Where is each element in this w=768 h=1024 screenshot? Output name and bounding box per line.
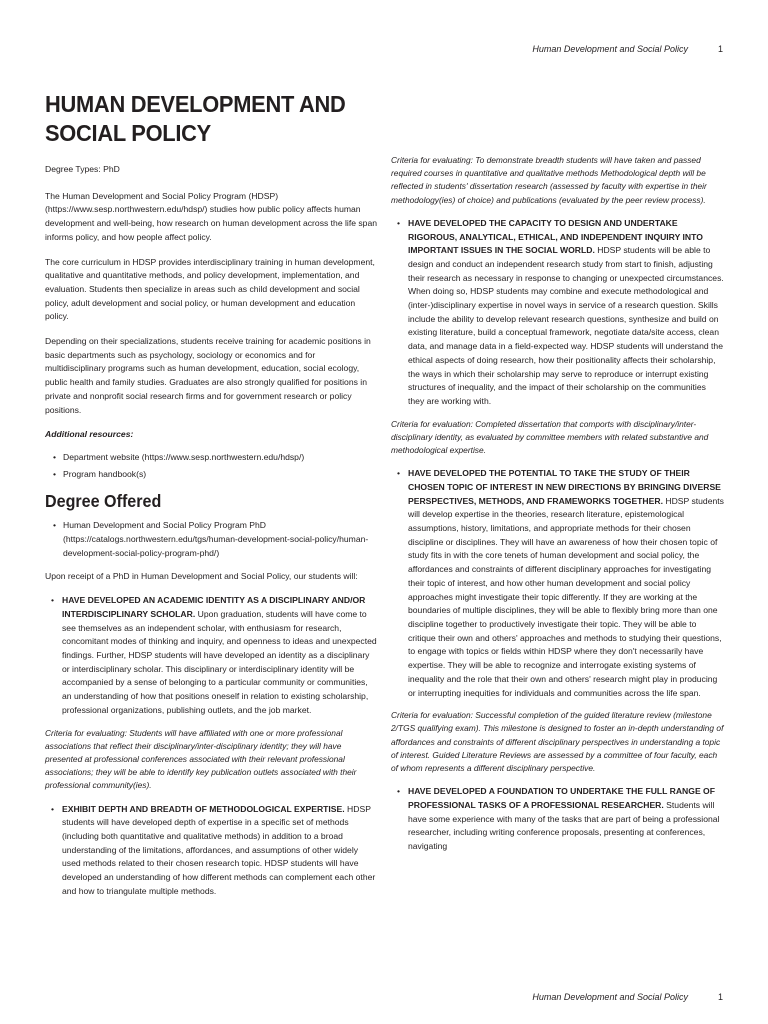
outcome-heading: HAVE DEVELOPED AN ACADEMIC IDENTITY AS A DISCIPLINARY AND/OR INTERDISCIPLINARY SCHOLAR. — [62, 595, 366, 619]
degree-link-phd[interactable]: • Human Development and Social Policy Program PhD (https://catalogs.northwestern.edu/tgs/human-development-social-policy/human-development-social-policy-program-phd/) — [45, 519, 377, 560]
additional-resources-heading: Additional resources: — [45, 429, 134, 440]
outcomes-list — [391, 217, 724, 409]
outcomes-list — [45, 803, 377, 899]
outcomes-list — [391, 467, 724, 700]
resource-link-program-handbook[interactable]: • Program handbook(s) — [45, 468, 377, 482]
degree-list — [45, 519, 377, 560]
left-column — [45, 90, 377, 898]
resources-list — [45, 451, 377, 481]
outcome-item — [391, 217, 724, 409]
header-title: Human Development and Social Policy — [532, 44, 688, 54]
outcomes-list — [391, 785, 724, 854]
outcome-body: HDSP students will be able to design and conduct an independent research study from start to finish, adjusting their research as necessary in response to changing or unexpected circumstances. When doing so, HDSP students may combine and execute methodological and (inter-)disciplinary expertise in novel ways in service of a research question. Skills include the ability to develop relevant research questions, synthesize and build on existing literature, build a conceptual framework, negotiate data/site access, clean data, and manage data in a field-expected way. HDSP students will understand the ethical aspects of doing research, how their positionality affects their scholarship, the ways in which their scholarship may serve to reproduce or interrupt existing structures of inequality, and the impact of their scholarship on the communities they are working with. — [408, 245, 724, 406]
criteria-text: Criteria for evaluating: Students will have affiliated with one or more professional associations that reflect their disciplinary/inter-disciplinary identity; they will have presented at professional conferences associated with their relevant professional associations; they will be able to identify key publication outlets associated with their professional community(ies). — [45, 727, 357, 791]
outcome-heading: EXHIBIT DEPTH AND BREADTH OF METHODOLOGICAL EXPERTISE. — [62, 803, 345, 814]
criteria-text: Criteria for evaluation: Successful completion of the guided literature review (milestone 2/TGS qualifying exam). This milestone is designed to foster an in-depth understanding of affordances and constraints of different disciplinary perspectives in understanding a topic of interest. Guided Literature Reviews are assessed by a committee of four faculty, each of whom represents a different disciplinary perspective. — [391, 710, 724, 774]
intro-paragraph: The core curriculum in HDSP provides interdisciplinary training in human development, qualitative and quantitative methods, and policy development, implementation, and evaluation. Students then specialize in areas such as child development and social policy, adult development and social policy, or human development and education policy. — [45, 256, 375, 322]
resource-link-department-website[interactable]: • Department website (https://www.sesp.northwestern.edu/hdsp/) — [45, 451, 377, 465]
criteria-text: Criteria for evaluating: To demonstrate breadth students will have taken and passed required courses in quantitative and qualitative methods Methodological depth will be reflected in students' dissertation research (assessed by faculty with expertise in their methodology(ies) of choice) and publications (evaluated by the peer review process). — [391, 155, 707, 205]
outcome-body: HDSP students will develop expertise in the theories, research literature, epistemological assumptions, history, limitations, and appropriate methods for their chosen discipline or disciplines. They will have an awareness of how their chosen topic of study fits in with the core tenets of human development and social policy, the affordances and constraints of different disciplinary approaches for investigating their topic of interest, and how other human development and social policy approaches might investigate their topic differently. If they are working at the boundaries of multiple disciplines, they will be able to flexibly bring more than one discipline together to productively investigate their topic. They will be able to critique their own and others' approaches and methods to studying their questions, to engage with topics or fields within HDSP where they don't necessarily have expertise. They will be able to recognize and interrogate existing systems of inequality and the role that their own and others' research might play in producing or interrupting inequities for individuals and communities across the life span. — [408, 495, 724, 698]
criteria-text: Criteria for evaluation: Completed dissertation that comports with disciplinary/inter-disciplinary identity, as evaluated by committee members with related substantive and methodological expertise. — [391, 418, 709, 456]
upon-receipt-text: Upon receipt of a PhD in Human Development and Social Policy, our students will: — [45, 571, 358, 582]
outcome-item — [45, 803, 377, 899]
outcome-item — [391, 467, 724, 700]
outcome-item — [391, 785, 724, 854]
outcome-heading: HAVE DEVELOPED THE CAPACITY TO DESIGN AND UNDERTAKE RIGOROUS, ANALYTICAL, ETHICAL, AND INDEPENDENT INQUIRY INTO IMPORTANT ISSUES IN THE SOCIAL WORLD. — [408, 217, 703, 256]
degree-offered-heading: Degree Offered — [45, 491, 162, 512]
outcomes-list — [45, 594, 377, 717]
header-page-number: 1 — [717, 44, 723, 54]
footer-title: Human Development and Social Policy — [532, 992, 688, 1002]
outcome-body: HDSP students will have developed depth of expertise in a specific set of methods (including both quantitative and qualitative methods) in addition to a broad understanding of the limitations, affordances, and assumptions of other widely used methods related to their chosen research topic. HDSP students will have developed an understanding of how different methods can complement each other and how to triangulate multiple methods. — [62, 803, 376, 896]
intro-paragraph: Depending on their specializations, students receive training for academic positions in basic departments such as psychology, sociology or economics and for multidisciplinary programs such as human development, education, social ecology, public health and family studies. Graduates are also strongly qualified for positions in private and nonprofit social research firms and for government research or policy positions. — [45, 336, 371, 415]
outcome-heading: HAVE DEVELOPED THE POTENTIAL TO TAKE THE STUDY OF THEIR CHOSEN TOPIC OF INTEREST IN NEW DIRECTIONS BY BRINGING DIVERSE PERSPECTIVES, METHODS, AND FRAMEWORKS TOGETHER. — [408, 468, 721, 506]
footer-page-number: 1 — [717, 992, 723, 1002]
intro-paragraph: The Human Development and Social Policy Program (HDSP) (https://www.sesp.northwestern.edu/hdsp/) studies how public policy affects human development and well-being, how research on human development across the life span informs policy, and how people affect policy. — [45, 190, 378, 242]
outcome-body: Students will have some experience with many of the tasks that are part of being a professional researcher, including writing conference proposals, presenting at conferences, navigating — [408, 799, 720, 852]
outcome-heading: HAVE DEVELOPED A FOUNDATION TO UNDERTAKE THE FULL RANGE OF PROFESSIONAL TASKS OF A PROFESSIONAL RESEARCHER. — [408, 786, 715, 810]
outcome-item — [45, 594, 377, 717]
right-column — [391, 154, 724, 854]
page-title: HUMAN DEVELOPMENT AND SOCIAL POLICY — [45, 91, 346, 146]
degree-types: Degree Types: PhD — [45, 164, 120, 174]
outcome-body: Upon graduation, students will have come to see themselves as an independent scholar, with enthusiasm for research, concomitant modes of thinking and inquiry, and openness to ideas and unexpected findings. Further, HDSP students will have developed an identity as a disciplinary or interdisciplinary scholar. This disciplinary or interdisciplinary identity will be accompanied by a sense of belonging to a particular community or communities, an understanding of how that positions oneself in relation to existing scholarship, professional organizations, publishing outlets, and the job market. — [62, 608, 377, 715]
